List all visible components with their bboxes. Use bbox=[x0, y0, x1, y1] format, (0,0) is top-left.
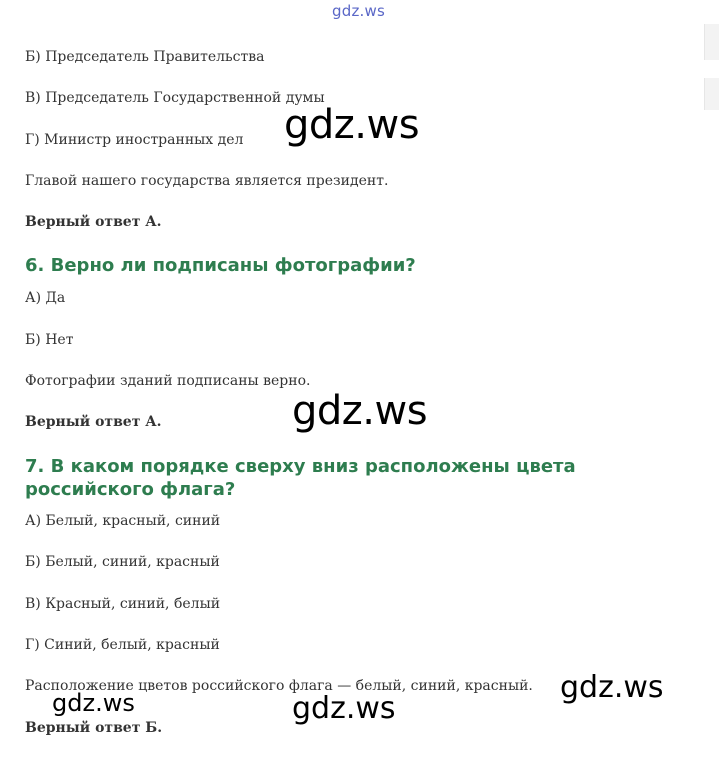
option-q7-v: В) Красный, синий, белый bbox=[25, 596, 221, 612]
option-q5-g: Г) Министр иностранных дел bbox=[25, 132, 244, 148]
answer-q5: Верный ответ А. bbox=[25, 214, 162, 230]
site-logo[interactable]: gdz.ws bbox=[332, 2, 385, 20]
option-q5-v: В) Председатель Государственной думы bbox=[25, 90, 325, 106]
watermark: gdz.ws bbox=[292, 691, 396, 726]
option-q6-a: А) Да bbox=[25, 290, 66, 306]
question-6-title: 6. Верно ли подписаны фотографии? bbox=[25, 255, 416, 276]
option-q7-a: А) Белый, красный, синий bbox=[25, 513, 221, 529]
option-q6-b: Б) Нет bbox=[25, 332, 74, 348]
watermark: gdz.ws bbox=[560, 670, 664, 705]
watermark: gdz.ws bbox=[52, 689, 135, 717]
option-q7-b: Б) Белый, синий, красный bbox=[25, 554, 220, 570]
side-tab-top[interactable] bbox=[704, 24, 719, 60]
option-q7-g: Г) Синий, белый, красный bbox=[25, 637, 220, 653]
explanation-q6: Фотографии зданий подписаны верно. bbox=[25, 373, 311, 389]
answer-q7: Верный ответ Б. bbox=[25, 720, 163, 736]
watermark: gdz.ws bbox=[284, 102, 420, 148]
explanation-q7: Расположение цветов российского флага — белый, синий, красный. bbox=[25, 678, 533, 694]
side-tab-bottom[interactable] bbox=[704, 78, 719, 110]
explanation-q5: Главой нашего государства является президент. bbox=[25, 173, 389, 189]
question-7-title: 7. В каком порядке сверху вниз расположены цвета российского флага? bbox=[25, 456, 576, 500]
option-q5-b: Б) Председатель Правительства bbox=[25, 49, 265, 65]
watermark: gdz.ws bbox=[292, 388, 428, 434]
answer-q6: Верный ответ А. bbox=[25, 414, 162, 430]
